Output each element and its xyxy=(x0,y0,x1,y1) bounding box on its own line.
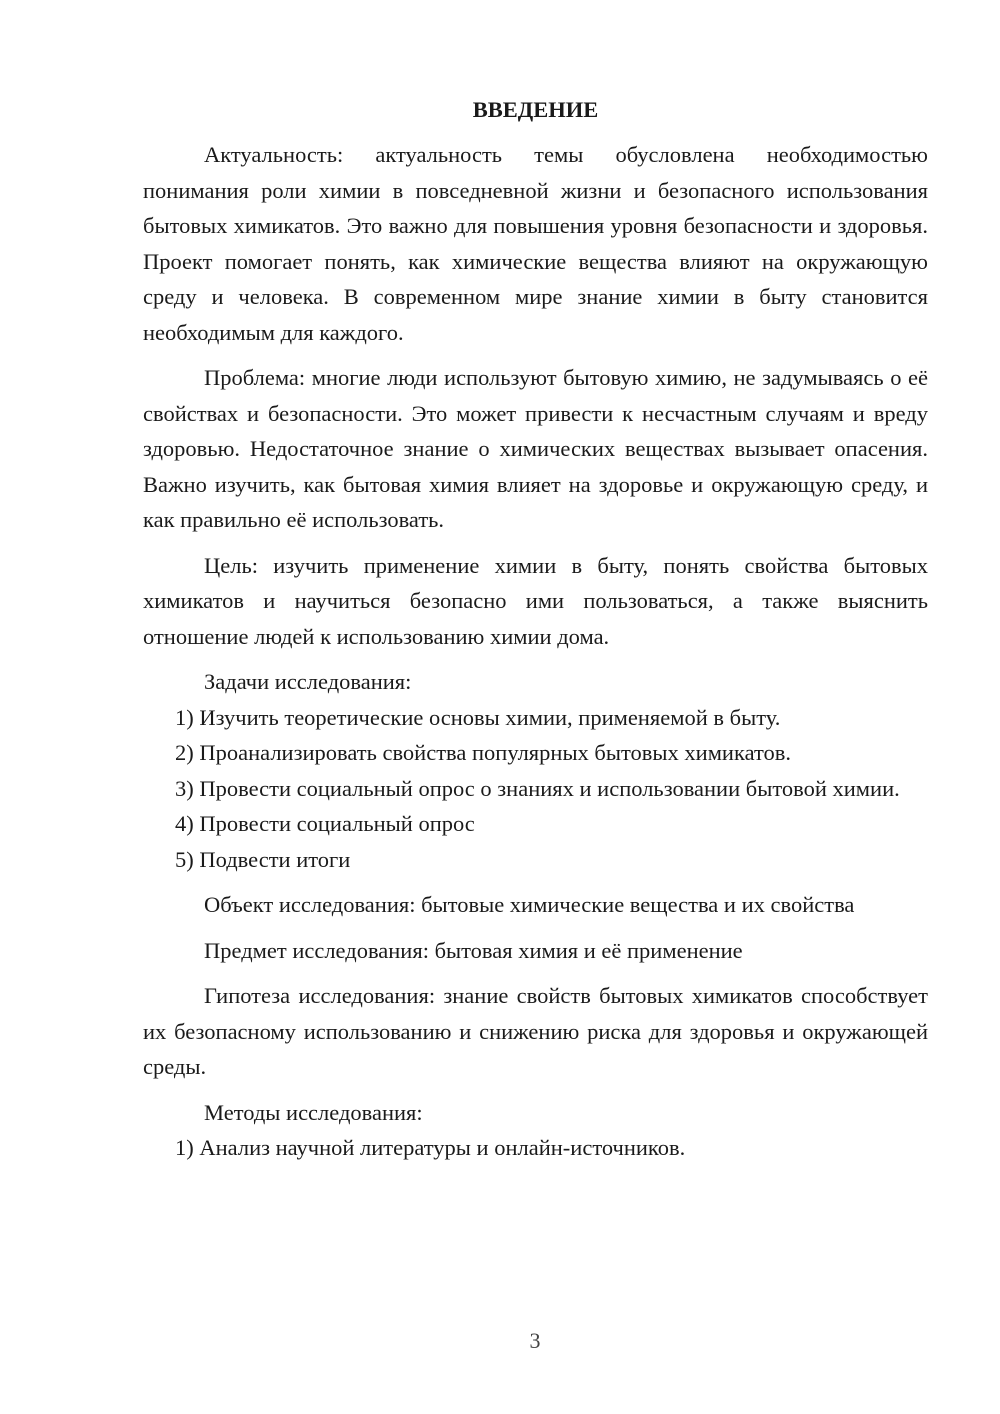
problem-paragraph: Проблема: многие люди используют бытовую химию, не задумываясь о её свойствах и безопасности. Это может привести к несчастным случаям и вреду здоровью. Недостаточное знание о химических веществах вызывает опасения. Важно изучить, как бытовая химия влияет на здоровье и окружающую среду, и как правильно её использовать. xyxy=(143,365,928,532)
relevance-paragraph: Актуальность: актуальность темы обусловлена необходимостью понимания роли химии в повседневной жизни и безопасного использования бытовых химикатов. Это важно для повышения уровня безопасности и здоровья. Проект помогает понять, как химические вещества влияют на окружающую среду и человека. В современном мире знание химии в быту становится необходимым для каждого. xyxy=(143,142,928,345)
method-item-1: 1) Анализ научной литературы и онлайн-источников. xyxy=(175,1135,686,1160)
hypothesis-paragraph: Гипотеза исследования: знание свойств бытовых химикатов способствует их безопасному использованию и снижению риска для здоровья и окружающей среды. xyxy=(143,983,928,1079)
task-item-2: 2) Проанализировать свойства популярных бытовых химикатов. xyxy=(175,740,792,765)
page-number: 3 xyxy=(529,1328,541,1353)
task-item-4: 4) Провести социальный опрос xyxy=(175,811,475,836)
methods-heading: Методы исследования: xyxy=(204,1099,423,1125)
tasks-heading: Задачи исследования: xyxy=(204,669,412,694)
page-title: ВВЕДЕНИЕ xyxy=(472,97,599,122)
task-item-5: 5) Подвести итоги xyxy=(175,846,351,872)
object-paragraph: Объект исследования: бытовые химические вещества и их свойства xyxy=(204,892,855,917)
task-item-1: 1) Изучить теоретические основы химии, применяемой в быту. xyxy=(175,704,781,730)
document-page xyxy=(143,92,928,1166)
subject-paragraph: Предмет исследования: бытовая химия и её применение xyxy=(204,937,743,963)
goal-paragraph: Цель: изучить применение химии в быту, понять свойства бытовых химикатов и научиться безопасно ими пользоваться, а также выяснить отношение людей к использованию химии дома. xyxy=(143,552,928,649)
task-item-3: 3) Провести социальный опрос о знаниях и использовании бытовой химии. xyxy=(175,775,900,801)
